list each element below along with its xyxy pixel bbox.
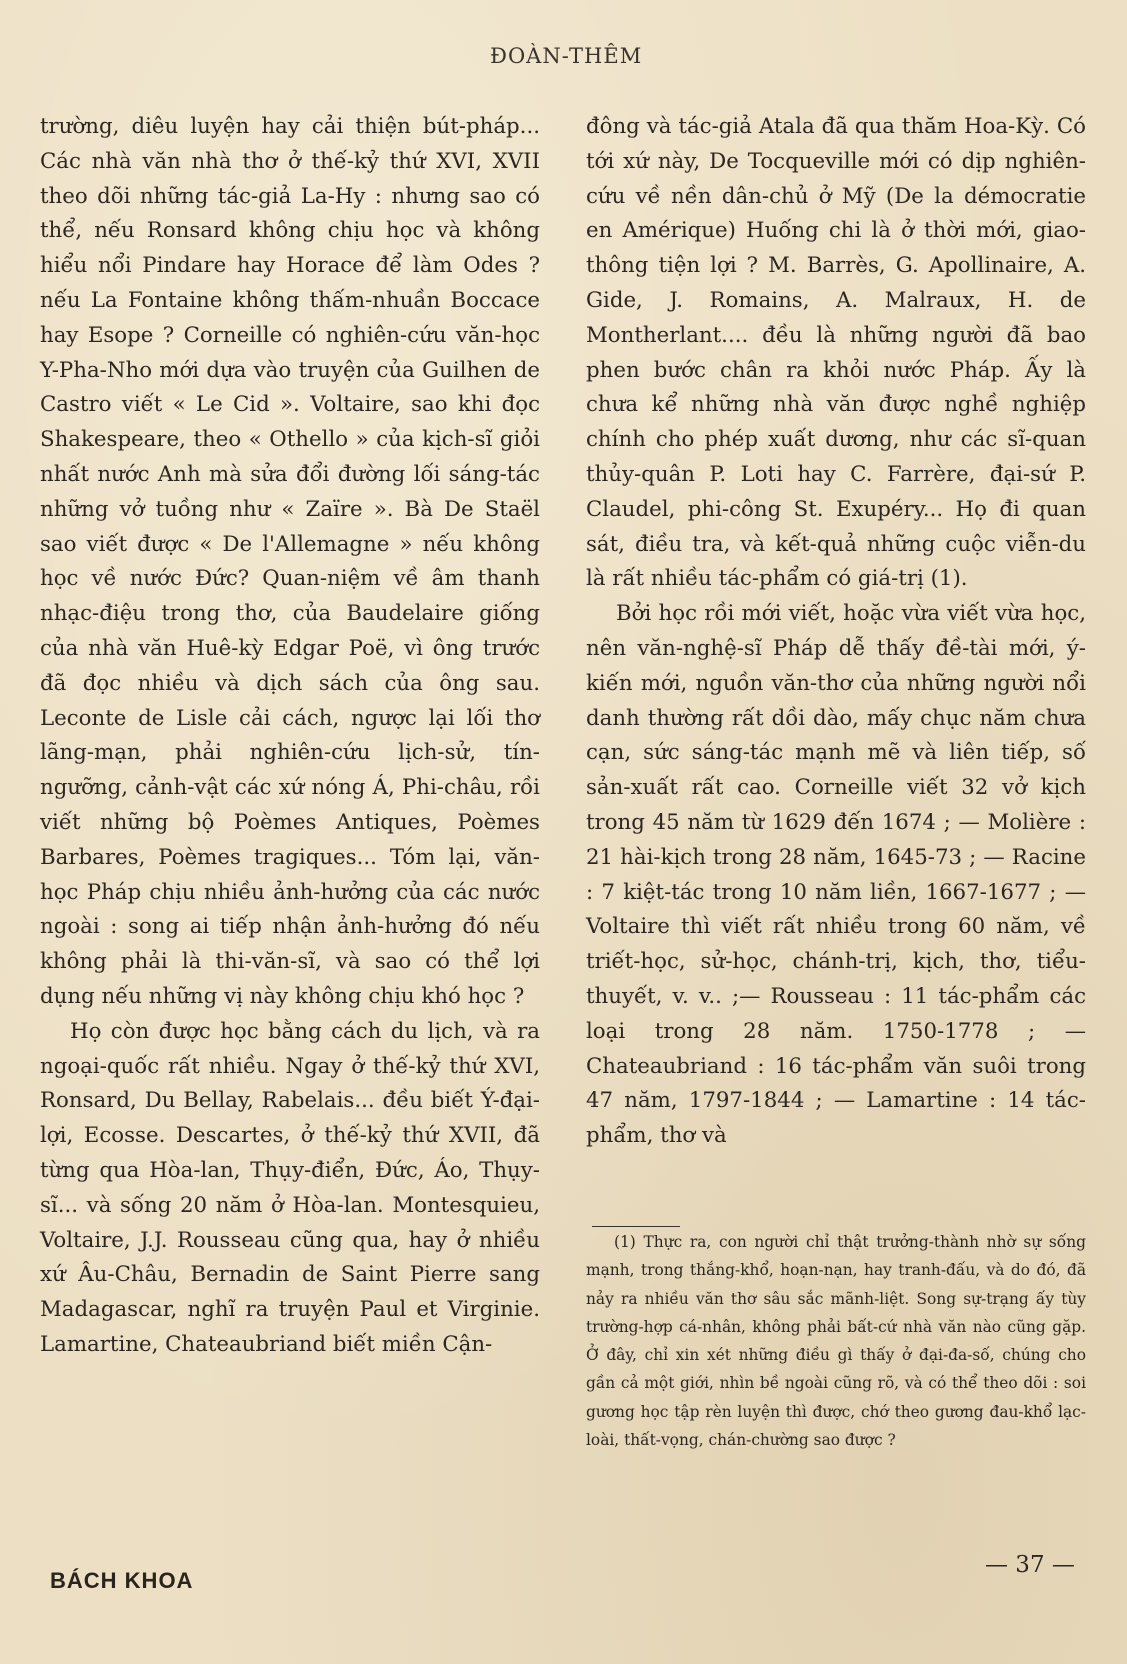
right-paragraph-1: đông và tác-giả Atala đã qua thăm Hoa-Kỳ. Có tới xứ này, De Tocqueville mới có dịp nghiên-cứu về nền dân-chủ ở Mỹ (De la démocratie en Amérique) Huống chi là ở thời mới, giao-thông tiện lợi ? M. Barrès, G. Apollinaire, A. Gide, J. Romains, A. Malraux, H. de Montherlant.... đều là những người đã bao phen bước chân ra khỏi nước Pháp. Ấy là chưa kể những nhà văn được nghề nghiệp chính cho phép xuất dương, như các sĩ-quan thủy-quân P. Loti hay C. Farrère, đại-sứ P. Claudel, phi-công St. Exupéry... Họ đi quan sát, điều tra, và kết-quả những cuộc viễn-du là rất nhiều tác-phẩm có giá-trị (1). [586, 114, 1086, 592]
footnote-divider [592, 1226, 680, 1227]
right-column [586, 110, 1086, 1154]
running-header: ĐOÀN-THÊM [490, 44, 643, 68]
footnote-1: (1) Thực ra, con người chỉ thật trưởng-thành nhờ sự sống mạnh, trong thắng-khổ, hoạn-nạn, hay tranh-đấu, và do đó, đã nảy ra nhiều văn thơ sâu sắc mãnh-liệt. Song sự-trạng ấy tùy trường-hợp cá-nhân, không phải bất-cứ nhà văn nào cũng gặp. Ở đây, chỉ xin xét những điều gì thấy ở đại-đa-số, chúng cho gần cả một giới, nhìn bề ngoài cũng rõ, và có thể theo dõi : soi gương học tập rèn luyện thì được, chớ theo gương đau-khổ lạc-loài, thất-vọng, chán-chường sao được ? [586, 1233, 1086, 1450]
left-paragraph-2: Họ còn được học bằng cách du lịch, và ra ngoại-quốc rất nhiều. Ngay ở thế-kỷ thứ XVI, Ronsard, Du Bellay, Rabelais... đều biết Ý-đại-lợi, Ecosse. Descartes, ở thế-kỷ thứ XVII, đã từng qua Hòa-lan, Thụy-điển, Đức, Áo, Thụy-sĩ... và sống 20 năm ở Hòa-lan. Montesquieu, Voltaire, J.J. Rousseau cũng qua, hay ở nhiều xứ Âu-Châu, Bernadin de Saint Pierre sang Madagascar, nghĩ ra truyện Paul et Virginie. Lamartine, Chateaubriand biết miền Cận- [40, 1018, 540, 1357]
page-number: — 37 — [985, 1552, 1075, 1578]
right-paragraph-2: Bởi học rồi mới viết, hoặc vừa viết vừa học, nên văn-nghệ-sĩ Pháp dễ thấy đề-tài mới, ý-kiến mới, nguồn văn-thơ của những người nổi danh thường rất dồi dào, mấy chục năm chưa cạn, sức sáng-tác mạnh mẽ và liên tiếp, số sản-xuất rất cao. Corneille viết 32 vở kịch trong 45 năm từ 1629 đến 1674 ; — Molière : 21 hài-kịch trong 28 năm, 1645-73 ; — Racine : 7 kiệt-tác trong 10 năm liền, 1667-1677 ; —Voltaire thì viết rất nhiều trong 60 năm, về triết-học, sử-học, chánh-trị, kịch, thơ, tiểu-thuyết, v. v.. ;— Rousseau : 11 tác-phẩm các loại trong 28 năm. 1750-1778 ; — Chateaubriand : 16 tác-phẩm văn suôi trong 47 năm, 1797-1844 ; — Lamartine : 14 tác-phẩm, thơ và [586, 601, 1086, 1149]
magazine-title-visible: BÁCH KHOA [50, 1568, 194, 1593]
magazine-title [50, 1568, 193, 1594]
left-column [40, 110, 540, 1363]
footnote-block [586, 1228, 1086, 1454]
left-paragraph-1: trường, diêu luyện hay cải thiện bút-pháp... Các nhà văn nhà thơ ở thế-kỷ thứ XVI, XVII theo dõi những tác-giả La-Hy : nhưng sao có thể, nếu Ronsard không chịu học và không hiểu nổi Pindare hay Horace để làm Odes ? nếu La Fontaine không thấm-nhuần Boccace hay Esope ? Corneille có nghiên-cứu văn-học Y-Pha-Nho mới dựa vào truyện của Guilhen de Castro viết « Le Cid ». Voltaire, sao khi đọc Shakespeare, theo « Othello » của kịch-sĩ giỏi nhất nước Anh mà sửa đổi đường lối sáng-tác những vở tuồng như « Zaïre ». Bà De Staël sao viết được « De l'Allemagne » nếu không học về nước Đức? Quan-niệm về âm thanh nhạc-điệu trong thơ, của Baudelaire giống của nhà văn Huê-kỳ Edgar Poë, vì ông trước đã đọc nhiều và dịch sách của ông sau. Leconte de Lisle cải cách, ngược lại lối thơ lãng-mạn, phải nghiên-cứu lịch-sử, tín-ngưỡng, cảnh-vật các xứ nóng Á, Phi-châu, rồi viết những bộ Poèmes Antiques, Poèmes Barbares, Poèmes tragiques... Tóm lại, văn-học Pháp chịu nhiều ảnh-hưởng của các nước ngoài : song ai tiếp nhận ảnh-hưởng đó nếu không phải là thi-văn-sĩ, và sao có thể lợi dụng nếu những vị này không chịu khó học ? [40, 114, 540, 1009]
